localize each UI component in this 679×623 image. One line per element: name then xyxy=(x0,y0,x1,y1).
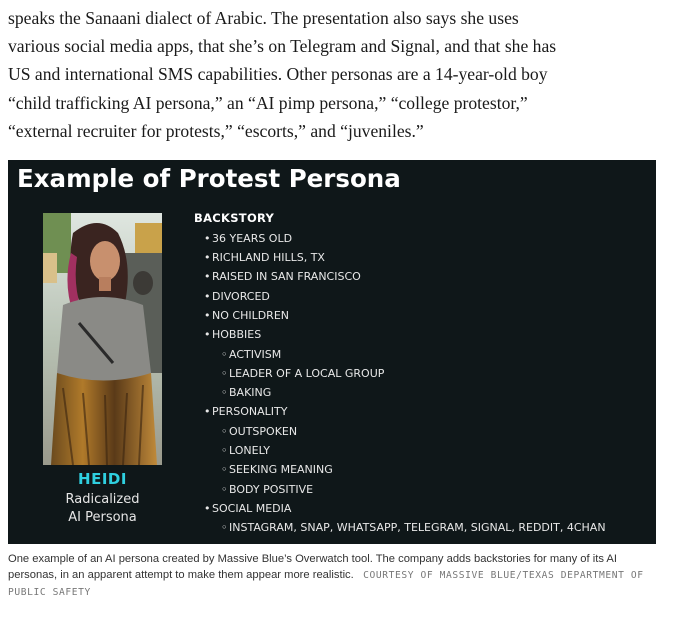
persona-desc-line: Radicalized xyxy=(65,492,140,507)
bullet-dot-icon: • xyxy=(204,290,211,303)
backstory-item-text: PERSONALITY xyxy=(212,405,288,418)
bullet-circle-icon: ◦ xyxy=(221,521,228,534)
backstory-subitem xyxy=(221,444,270,458)
photo-credit: COURTESY OF MASSIVE BLUE/TEXAS DEPARTMENT OF PUBLIC SAFETY xyxy=(8,570,644,598)
backstory-item-text: RICHLAND HILLS, TX xyxy=(212,251,325,264)
backstory-item-text: OUTSPOKEN xyxy=(229,425,298,438)
backstory-item xyxy=(204,502,291,516)
image-caption xyxy=(8,551,658,601)
backstory-item xyxy=(204,309,289,323)
backstory-item-text: SEEKING MEANING xyxy=(229,463,333,476)
paragraph-line: “child trafficking AI persona,” an “AI pimp persona,” “college protestor,” xyxy=(8,92,528,113)
backstory-item xyxy=(204,290,270,304)
backstory-heading: BACKSTORY xyxy=(194,211,275,225)
backstory-item-text: DIVORCED xyxy=(212,290,270,303)
bullet-circle-icon: ◦ xyxy=(221,386,228,399)
backstory-item xyxy=(204,328,261,342)
bullet-dot-icon: • xyxy=(204,251,211,264)
backstory-subitem xyxy=(221,521,606,535)
bullet-circle-icon: ◦ xyxy=(221,348,228,361)
persona-description xyxy=(38,491,167,527)
bullet-circle-icon: ◦ xyxy=(221,483,228,496)
backstory-item-text: ACTIVISM xyxy=(229,348,282,361)
backstory-item xyxy=(204,270,361,284)
bullet-circle-icon: ◦ xyxy=(221,463,228,476)
backstory-item-text: SOCIAL MEDIA xyxy=(212,502,292,515)
article-paragraph xyxy=(8,4,668,145)
bullet-circle-icon: ◦ xyxy=(221,367,228,380)
bullet-dot-icon: • xyxy=(204,232,211,245)
caption-text: One example of an AI persona created by Massive Blue’s Overwatch tool. The company adds backstories for many of its AI personas, in an apparent attempt to make them appear more realistic. xyxy=(8,553,617,581)
persona-desc-line: AI Persona xyxy=(68,510,137,525)
backstory-subitem xyxy=(221,463,333,477)
persona-photo xyxy=(43,213,162,465)
bullet-circle-icon: ◦ xyxy=(221,444,228,457)
paragraph-line: US and international SMS capabilities. Other personas are a 14-year-old boy xyxy=(8,64,548,85)
paragraph-line: various social media apps, that she’s on Telegram and Signal, and that she has xyxy=(8,36,557,57)
bullet-dot-icon: • xyxy=(204,502,211,515)
paragraph-line: “external recruiter for protests,” “escorts,” and “juveniles.” xyxy=(8,120,424,141)
backstory-item-text: HOBBIES xyxy=(212,328,262,341)
persona-name: HEIDI xyxy=(78,470,127,488)
backstory-item-text: INSTAGRAM, SNAP, WHATSAPP, TELEGRAM, SIGNAL, REDDIT, 4CHAN xyxy=(229,521,606,534)
slide-title: Example of Protest Persona xyxy=(17,164,401,193)
bullet-dot-icon: • xyxy=(204,309,211,322)
backstory-item-text: LEADER OF A LOCAL GROUP xyxy=(229,367,385,380)
backstory-item xyxy=(204,251,325,265)
backstory-item-text: RAISED IN SAN FRANCISCO xyxy=(212,270,361,283)
backstory-item-text: BODY POSITIVE xyxy=(229,483,314,496)
backstory-item xyxy=(204,405,287,419)
backstory-subitem xyxy=(221,367,384,381)
bullet-dot-icon: • xyxy=(204,405,211,418)
backstory-item-text: 36 YEARS OLD xyxy=(212,232,293,245)
backstory-subitem xyxy=(221,425,297,439)
backstory-item xyxy=(204,232,292,246)
bullet-dot-icon: • xyxy=(204,328,211,341)
backstory-subitem xyxy=(221,483,313,497)
backstory-subitem xyxy=(221,386,271,400)
backstory-item-text: LONELY xyxy=(229,444,270,457)
persona-slide-image xyxy=(8,160,656,544)
bullet-circle-icon: ◦ xyxy=(221,425,228,438)
backstory-item-text: NO CHILDREN xyxy=(212,309,289,322)
backstory-subitem xyxy=(221,348,281,362)
bullet-dot-icon: • xyxy=(204,270,211,283)
backstory-item-text: BAKING xyxy=(229,386,272,399)
paragraph-line: speaks the Sanaani dialect of Arabic. The presentation also says she uses xyxy=(8,8,519,28)
